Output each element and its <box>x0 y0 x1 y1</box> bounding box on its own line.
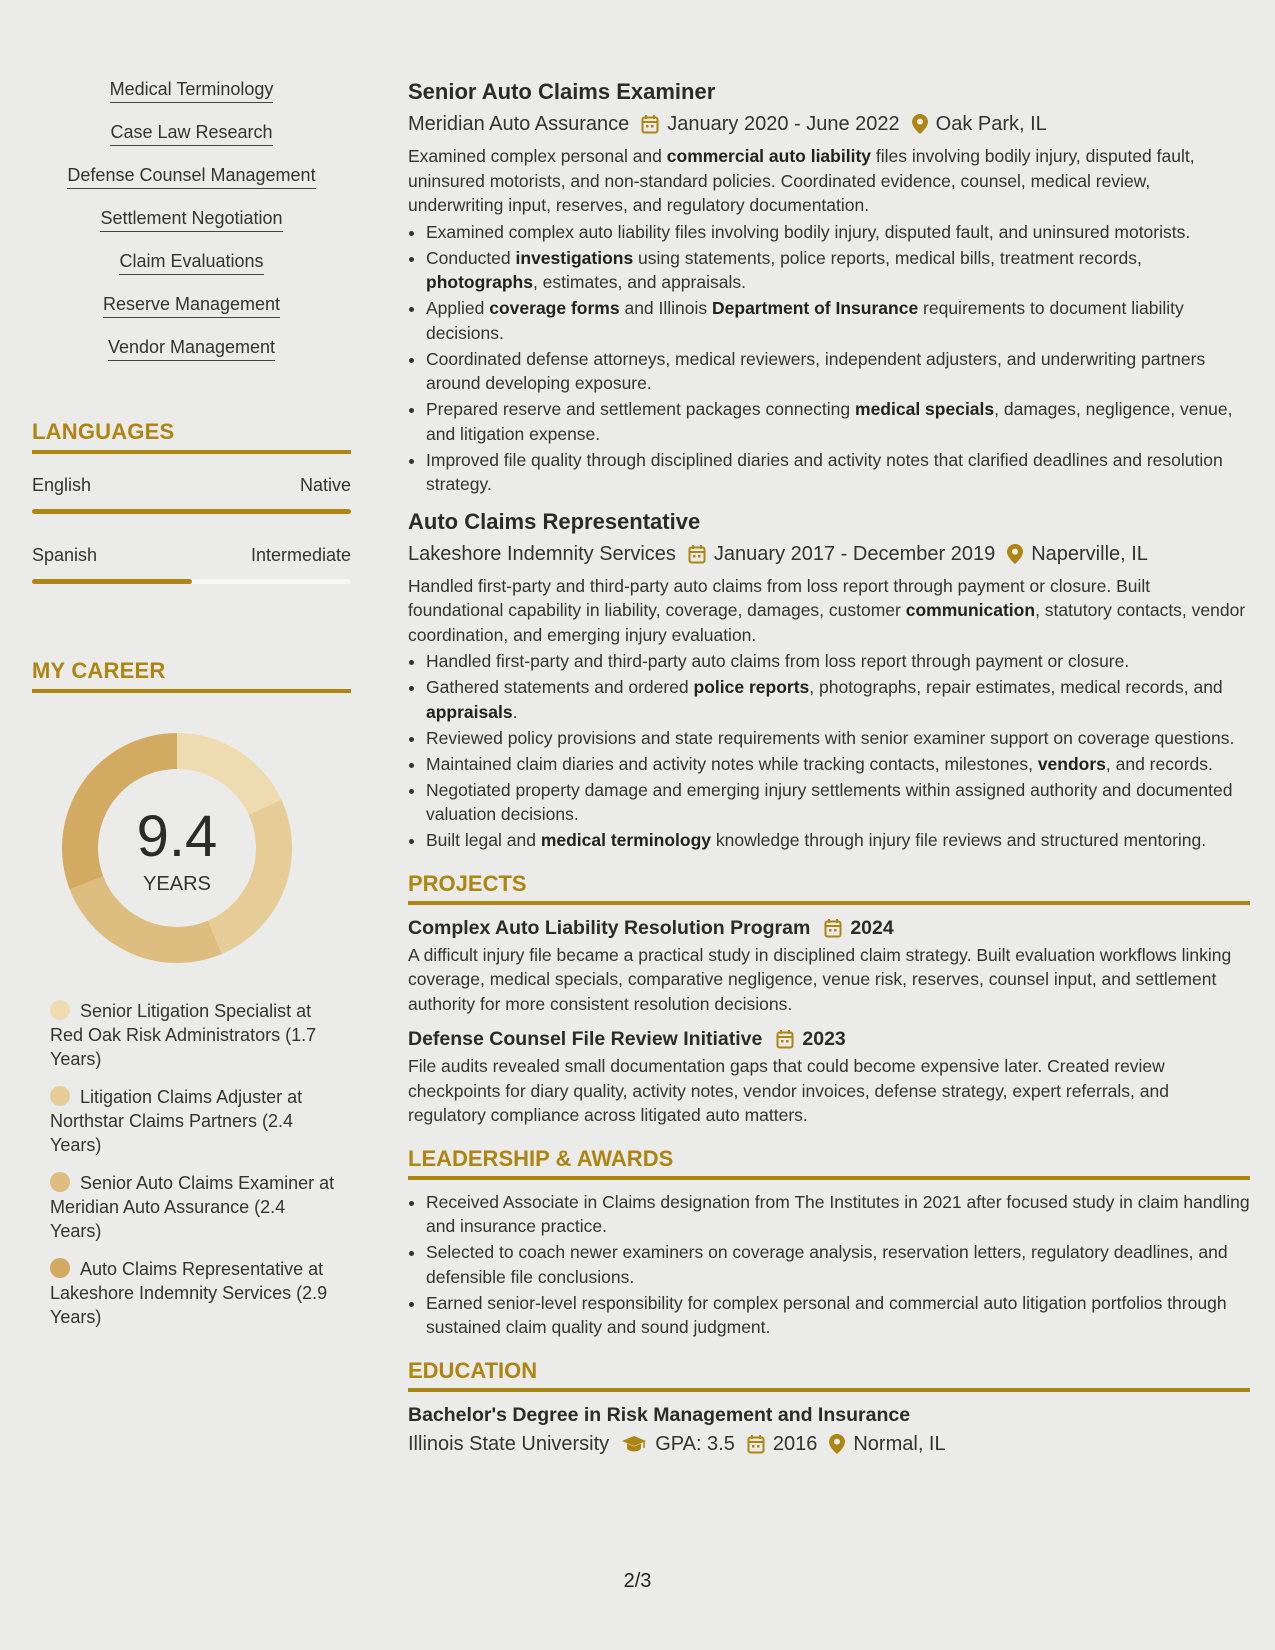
skill-item: Vendor Management <box>108 336 275 361</box>
skill-item: Case Law Research <box>110 121 272 146</box>
job-bullet: • Maintained claim diaries and activity notes while tracking contacts, milestones, vendors, and records. <box>426 752 1250 777</box>
job-summary: Examined complex personal and commercial auto liability files involving bodily injury, disputed fault, uninsured motorists, and non-standard policies. Coordinated evidence, counsel, medical review, underwriting input, reserves, and regulatory documentation. <box>408 146 1195 215</box>
job-bullet: • Applied coverage forms and Illinois Department of Insurance requirements to document liability decisions. <box>426 296 1250 345</box>
job-title: Auto Claims Representative <box>408 508 701 534</box>
map-pin-icon <box>912 114 928 134</box>
language-name: Spanish <box>32 545 98 565</box>
job-company: Meridian Auto Assurance <box>408 113 630 135</box>
job-location: Oak Park, IL <box>935 113 1047 135</box>
career-heading: MY CAREER <box>32 658 351 693</box>
education-school: Illinois State University <box>408 1432 610 1455</box>
language-english <box>32 474 351 514</box>
job-bullet: • Gathered statements and ordered police reports, photographs, repair estimates, medical records, and appraisals. <box>426 675 1250 724</box>
page-number: 2/3 <box>623 1570 652 1592</box>
map-pin-icon <box>829 1434 845 1454</box>
career-total-years: 9.4 <box>136 804 218 869</box>
donut-segment-0 <box>177 733 281 815</box>
job-bullet: • Conducted investigations using statements, police reports, medical bills, treatment records, photographs, estimates, and appraisals. <box>426 246 1250 295</box>
job-bullets <box>408 649 1250 853</box>
legend-dot <box>50 1000 70 1020</box>
map-pin-icon <box>1007 544 1023 564</box>
career-legend-item <box>50 1085 335 1157</box>
job-bullet: • Built legal and medical terminology knowledge through injury file reviews and structured mentoring. <box>426 828 1250 853</box>
sidebar <box>32 78 351 1343</box>
language-bar-fill <box>32 579 192 584</box>
leadership-item: • Received Associate in Claims designation from The Institutes in 2021 after focused study in claim handling and insurance practice. <box>426 1190 1250 1239</box>
skill-item: Claim Evaluations <box>119 250 263 275</box>
project-title: Defense Counsel File Review Initiative <box>408 1028 763 1050</box>
skill-item: Defense Counsel Management <box>67 164 315 189</box>
career-legend <box>32 999 351 1329</box>
languages-heading: LANGUAGES <box>32 419 351 454</box>
skills-list <box>32 78 351 379</box>
job-location: Naperville, IL <box>1031 542 1148 565</box>
career-legend-item <box>50 1171 335 1243</box>
education-meta <box>408 1430 1250 1458</box>
job-bullet: • Improved file quality through disciplined diaries and activity notes that clarified deadlines and resolution strategy. <box>426 448 1250 497</box>
legend-label: Senior Litigation Specialist at Red Oak Risk Administrators (1.7 Years) <box>50 1001 317 1069</box>
job-dates: January 2017 - December 2019 <box>713 542 996 565</box>
education-year: 2016 <box>772 1432 818 1455</box>
legend-label: Senior Auto Claims Examiner at Meridian Auto Assurance (2.4 Years) <box>50 1173 335 1241</box>
main-content <box>408 78 1250 1458</box>
career-legend-item <box>50 1257 335 1329</box>
job-entry <box>408 78 1250 497</box>
job-bullet: • Prepared reserve and settlement packages connecting medical specials, damages, negligence, venue, and litigation expense. <box>426 397 1250 446</box>
job-company: Lakeshore Indemnity Services <box>408 542 676 565</box>
job-bullet: • Examined complex auto liability files involving bodily injury, disputed fault, and uninsured motorists. <box>426 220 1250 245</box>
language-level: Intermediate <box>250 545 351 565</box>
job-meta <box>408 540 1250 568</box>
legend-label: Litigation Claims Adjuster at Northstar Claims Partners (2.4 Years) <box>50 1087 303 1155</box>
project-title: Complex Auto Liability Resolution Program <box>408 916 811 939</box>
job-bullet: • Negotiated property damage and emerging injury settlements within assigned authority and documented valuation decisions. <box>426 778 1250 827</box>
legend-dot <box>50 1258 70 1278</box>
job-bullets <box>408 220 1250 497</box>
project-description: File audits revealed small documentation gaps that could become expensive later. Created review checkpoints for diary quality, activity notes, vendor invoices, defense strategy, expert referrals, and regulatory compliance across litigated auto matters. <box>408 1056 1169 1125</box>
skill-item: Reserve Management <box>103 293 280 318</box>
calendar-icon <box>776 1029 794 1049</box>
language-name: English <box>32 475 92 495</box>
calendar-icon <box>641 114 659 134</box>
job-meta <box>408 110 1250 138</box>
language-level: Native <box>299 475 351 495</box>
project-year: 2023 <box>802 1028 846 1050</box>
job-bullet: • Reviewed policy provisions and state requirements with senior examiner support on coverage questions. <box>426 726 1250 751</box>
leadership-item: • Selected to coach newer examiners on coverage analysis, reservation letters, regulatory deadlines, and defensible file conclusions. <box>426 1240 1250 1289</box>
leadership-list <box>408 1190 1250 1340</box>
job-entry <box>408 508 1250 853</box>
language-spanish <box>32 544 351 584</box>
language-bar-fill <box>32 509 351 514</box>
job-summary: Handled first-party and third-party auto claims from loss report through payment or closure. Built foundational capability in liability, coverage, damages, customer communication, statutory contacts, vendor coordination, and emerging injury evaluation. <box>408 575 1246 645</box>
legend-label: Auto Claims Representative at Lakeshore Indemnity Services (2.9 Years) <box>50 1259 328 1327</box>
calendar-icon <box>747 1434 765 1454</box>
skill-item: Settlement Negotiation <box>100 207 282 232</box>
education-location: Normal, IL <box>853 1432 946 1455</box>
graduation-cap-icon <box>621 1435 647 1453</box>
project-entry <box>408 1026 1250 1128</box>
job-dates: January 2020 - June 2022 <box>667 113 900 135</box>
legend-dot <box>50 1086 70 1106</box>
language-bar <box>32 509 351 514</box>
leadership-item: • Earned senior-level responsibility for complex personal and commercial auto litigation portfolios through sustained claim quality and sound judgment. <box>426 1291 1250 1340</box>
skill-item: Medical Terminology <box>110 78 274 103</box>
job-title: Senior Auto Claims Examiner <box>408 79 716 104</box>
project-year: 2024 <box>850 916 894 939</box>
education-gpa: GPA: 3.5 <box>655 1432 735 1455</box>
calendar-icon <box>824 918 842 938</box>
calendar-icon <box>688 544 706 564</box>
job-bullet: • Coordinated defense attorneys, medical reviewers, independent adjusters, and underwriting partners around developing exposure. <box>426 347 1250 396</box>
language-bar <box>32 579 351 584</box>
job-bullet: • Handled first-party and third-party auto claims from loss report through payment or closure. <box>426 649 1250 674</box>
leadership-heading: LEADERSHIP & AWARDS <box>408 1146 1250 1180</box>
education-degree: Bachelor's Degree in Risk Management and Insurance <box>408 1403 911 1426</box>
project-entry <box>408 915 1250 1017</box>
project-description: A difficult injury file became a practical study in disciplined claim strategy. Built evaluation workflows linking coverage, medical specials, comparative negligence, venue risk, reserves, counsel input, and settlement authority for more consistent resolution decisions. <box>408 944 1232 1014</box>
projects-heading: PROJECTS <box>408 871 1250 905</box>
career-years-label: YEARS <box>143 873 211 895</box>
legend-dot <box>50 1172 70 1192</box>
education-heading: EDUCATION <box>408 1358 1250 1392</box>
career-donut-chart <box>62 733 292 963</box>
career-legend-item <box>50 999 335 1071</box>
